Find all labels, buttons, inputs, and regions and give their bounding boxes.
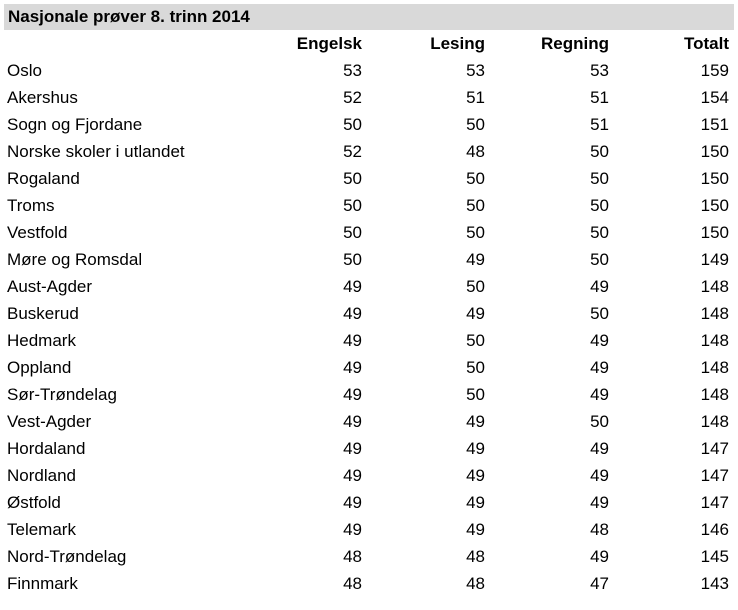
score-regning: 49 bbox=[590, 331, 609, 350]
score-totalt: 148 bbox=[700, 331, 729, 350]
score-lesing: 49 bbox=[466, 250, 485, 269]
table-row bbox=[4, 435, 734, 462]
score-lesing: 50 bbox=[466, 223, 485, 242]
score-engelsk: 49 bbox=[343, 520, 362, 539]
score-lesing: 50 bbox=[466, 385, 485, 404]
score-lesing: 48 bbox=[466, 142, 485, 161]
score-regning: 50 bbox=[590, 412, 609, 431]
score-totalt: 148 bbox=[700, 412, 729, 431]
score-lesing: 50 bbox=[466, 358, 485, 377]
county-name: Møre og Romsdal bbox=[7, 250, 143, 269]
score-totalt: 159 bbox=[700, 61, 729, 80]
county-name: Nordland bbox=[7, 466, 76, 485]
county-name: Akershus bbox=[7, 88, 78, 107]
score-regning: 50 bbox=[590, 142, 609, 161]
county-name: Troms bbox=[7, 196, 55, 215]
score-lesing: 49 bbox=[466, 439, 485, 458]
score-lesing: 50 bbox=[466, 277, 485, 296]
score-regning: 49 bbox=[590, 466, 609, 485]
sheet-title: Nasjonale prøver 8. trinn 2014 bbox=[8, 7, 250, 26]
header-engelsk: Engelsk bbox=[296, 34, 362, 53]
county-name: Hedmark bbox=[7, 331, 76, 350]
county-name: Aust-Agder bbox=[7, 277, 93, 296]
county-name: Finnmark bbox=[7, 574, 78, 593]
score-totalt: 151 bbox=[700, 115, 729, 134]
score-regning: 50 bbox=[590, 223, 609, 242]
score-engelsk: 50 bbox=[343, 223, 362, 242]
score-engelsk: 48 bbox=[343, 574, 362, 593]
score-lesing: 49 bbox=[466, 412, 485, 431]
score-engelsk: 49 bbox=[343, 277, 362, 296]
county-name: Hordaland bbox=[7, 439, 86, 458]
score-regning: 53 bbox=[590, 61, 609, 80]
score-lesing: 51 bbox=[466, 88, 485, 107]
county-name: Nord-Trøndelag bbox=[7, 547, 127, 566]
score-regning: 49 bbox=[590, 493, 609, 512]
table-row bbox=[4, 300, 734, 327]
table-row bbox=[4, 489, 734, 516]
score-totalt: 145 bbox=[700, 547, 729, 566]
score-regning: 49 bbox=[590, 277, 609, 296]
score-engelsk: 49 bbox=[343, 412, 362, 431]
score-totalt: 149 bbox=[700, 250, 729, 269]
header-row bbox=[4, 30, 734, 57]
score-engelsk: 52 bbox=[343, 142, 362, 161]
table-row bbox=[4, 381, 734, 408]
score-regning: 51 bbox=[590, 115, 609, 134]
score-totalt: 150 bbox=[700, 223, 729, 242]
score-lesing: 49 bbox=[466, 520, 485, 539]
table-row bbox=[4, 543, 734, 570]
county-name: Norske skoler i utlandet bbox=[7, 142, 185, 161]
score-totalt: 143 bbox=[700, 574, 729, 593]
county-name: Vest-Agder bbox=[7, 412, 92, 431]
county-name: Buskerud bbox=[7, 304, 79, 323]
score-regning: 49 bbox=[590, 385, 609, 404]
score-engelsk: 53 bbox=[343, 61, 362, 80]
score-engelsk: 49 bbox=[343, 466, 362, 485]
score-engelsk: 49 bbox=[343, 331, 362, 350]
county-name: Sør-Trøndelag bbox=[7, 385, 117, 404]
score-engelsk: 52 bbox=[343, 88, 362, 107]
score-lesing: 48 bbox=[466, 574, 485, 593]
table-body bbox=[4, 57, 734, 597]
table-row bbox=[4, 273, 734, 300]
table-row bbox=[4, 192, 734, 219]
county-name: Oslo bbox=[7, 61, 42, 80]
county-name: Sogn og Fjordane bbox=[7, 115, 143, 134]
score-regning: 51 bbox=[590, 88, 609, 107]
score-totalt: 148 bbox=[700, 304, 729, 323]
score-regning: 49 bbox=[590, 358, 609, 377]
score-regning: 50 bbox=[590, 250, 609, 269]
score-lesing: 50 bbox=[466, 196, 485, 215]
score-totalt: 146 bbox=[700, 520, 729, 539]
score-totalt: 154 bbox=[700, 88, 729, 107]
score-engelsk: 50 bbox=[343, 115, 362, 134]
table-row bbox=[4, 408, 734, 435]
header-regning: Regning bbox=[541, 34, 609, 53]
score-totalt: 150 bbox=[700, 196, 729, 215]
score-lesing: 50 bbox=[466, 331, 485, 350]
score-totalt: 150 bbox=[700, 169, 729, 188]
score-engelsk: 49 bbox=[343, 358, 362, 377]
county-name: Rogaland bbox=[7, 169, 80, 188]
table-row bbox=[4, 165, 734, 192]
table-row bbox=[4, 327, 734, 354]
header-lesing: Lesing bbox=[430, 34, 485, 53]
score-lesing: 53 bbox=[466, 61, 485, 80]
score-totalt: 147 bbox=[700, 493, 729, 512]
score-totalt: 148 bbox=[700, 385, 729, 404]
title-bar bbox=[4, 4, 734, 30]
table-row bbox=[4, 138, 734, 165]
table-row bbox=[4, 57, 734, 84]
score-totalt: 147 bbox=[700, 439, 729, 458]
score-engelsk: 48 bbox=[343, 547, 362, 566]
table-row bbox=[4, 84, 734, 111]
score-totalt: 147 bbox=[700, 466, 729, 485]
county-name: Østfold bbox=[7, 493, 61, 512]
score-regning: 49 bbox=[590, 439, 609, 458]
score-totalt: 148 bbox=[700, 277, 729, 296]
score-lesing: 50 bbox=[466, 115, 485, 134]
table-row bbox=[4, 462, 734, 489]
header-totalt: Totalt bbox=[683, 34, 729, 53]
score-engelsk: 49 bbox=[343, 304, 362, 323]
score-regning: 50 bbox=[590, 196, 609, 215]
score-lesing: 50 bbox=[466, 169, 485, 188]
table-row bbox=[4, 570, 734, 597]
table-row bbox=[4, 219, 734, 246]
score-totalt: 150 bbox=[700, 142, 729, 161]
table-row bbox=[4, 354, 734, 381]
table-header bbox=[4, 30, 734, 57]
score-engelsk: 50 bbox=[343, 196, 362, 215]
score-lesing: 48 bbox=[466, 547, 485, 566]
score-lesing: 49 bbox=[466, 304, 485, 323]
score-lesing: 49 bbox=[466, 466, 485, 485]
score-engelsk: 49 bbox=[343, 385, 362, 404]
score-totalt: 148 bbox=[700, 358, 729, 377]
county-name: Vestfold bbox=[7, 223, 68, 242]
table-row bbox=[4, 246, 734, 273]
score-engelsk: 49 bbox=[343, 493, 362, 512]
county-name: Telemark bbox=[7, 520, 76, 539]
header-name bbox=[4, 30, 244, 57]
score-regning: 50 bbox=[590, 169, 609, 188]
score-engelsk: 50 bbox=[343, 169, 362, 188]
score-lesing: 49 bbox=[466, 493, 485, 512]
table-row bbox=[4, 111, 734, 138]
score-engelsk: 50 bbox=[343, 250, 362, 269]
results-table bbox=[4, 30, 734, 597]
score-regning: 50 bbox=[590, 304, 609, 323]
score-engelsk: 49 bbox=[343, 439, 362, 458]
score-regning: 48 bbox=[590, 520, 609, 539]
score-regning: 47 bbox=[590, 574, 609, 593]
table-row bbox=[4, 516, 734, 543]
county-name: Oppland bbox=[7, 358, 72, 377]
score-regning: 49 bbox=[590, 547, 609, 566]
